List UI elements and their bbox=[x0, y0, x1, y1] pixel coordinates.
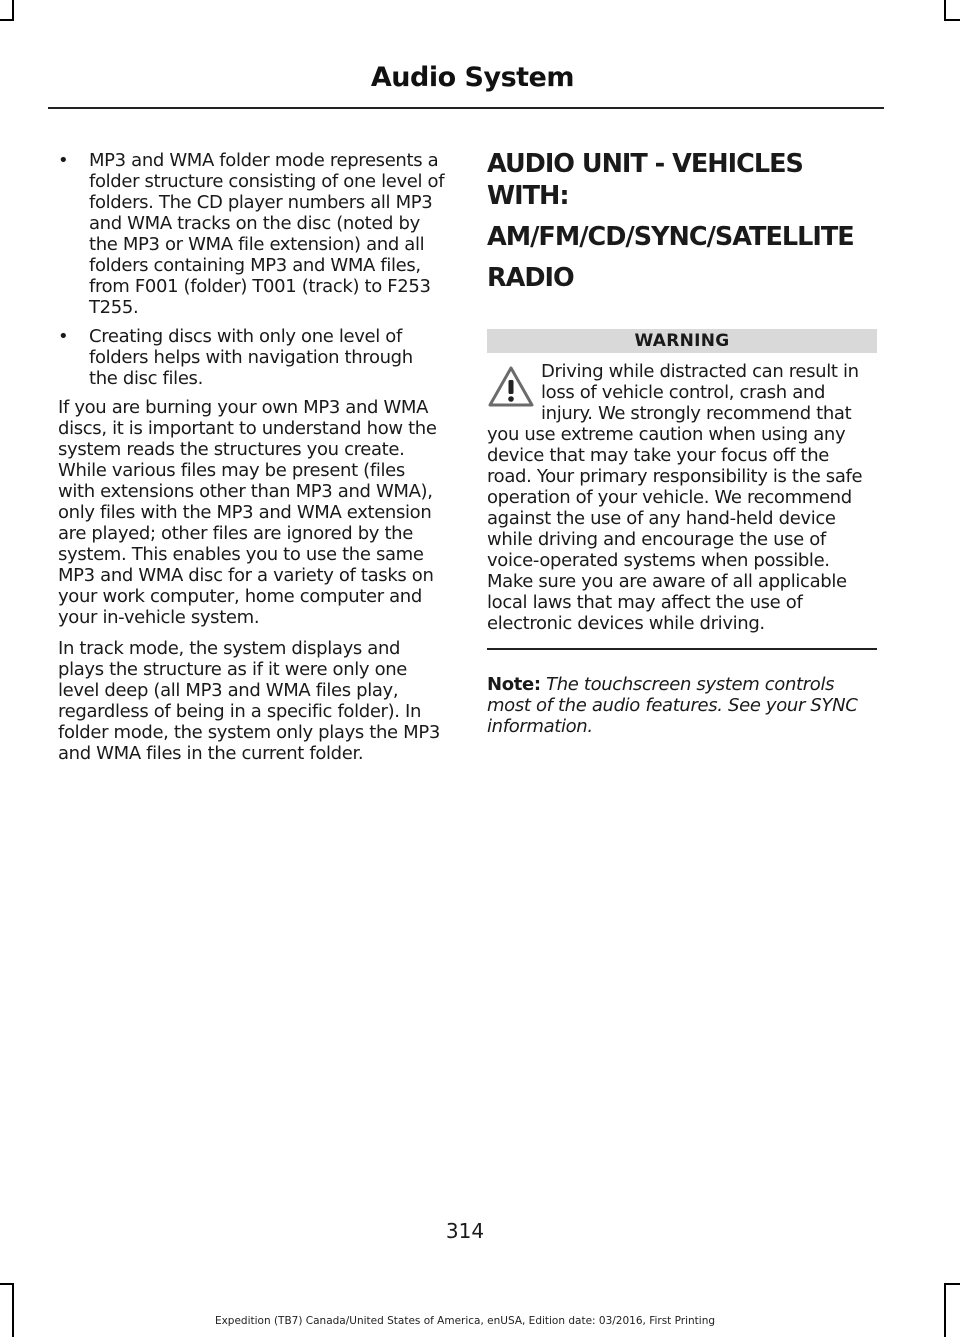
page-header-title: Audio System bbox=[370, 62, 574, 93]
bullet-item bbox=[58, 326, 446, 389]
left-column bbox=[58, 150, 446, 774]
header-rule bbox=[48, 107, 884, 109]
crop-mark-top-right-h bbox=[944, 19, 960, 21]
section-heading bbox=[487, 148, 877, 294]
page-number: 314 bbox=[445, 1219, 485, 1243]
right-column bbox=[487, 148, 877, 755]
bullet-dot-icon: • bbox=[58, 326, 69, 347]
crop-mark-top-right bbox=[944, 0, 946, 20]
heading-line: AUDIO UNIT - VEHICLES WITH: bbox=[487, 149, 803, 211]
crop-mark-bottom-left-h bbox=[0, 1283, 14, 1285]
crop-mark-bottom-right bbox=[944, 1283, 946, 1337]
crop-mark-bottom-right-h bbox=[944, 1283, 960, 1285]
warning-rule bbox=[487, 648, 877, 650]
paragraph: In track mode, the system displays and plays the structure as if it were only one level deep (all MP3 and WMA files play, regardless of being in a specific folder). In folder mode, the system only plays the MP3 and WMA files in the current folder. bbox=[58, 638, 440, 764]
warning-triangle-icon bbox=[487, 365, 535, 409]
paragraph: If you are burning your own MP3 and WMA discs, it is important to understand how the system reads the structures you create. While various files may be present (files with extensions other than MP3 and WMA), only files with the MP3 and WMA extension are played; other files are ignored by the system. This enables you to use the same MP3 and WMA disc for a variety of tasks on your work computer, home computer and your in-vehicle system. bbox=[58, 397, 437, 628]
bullet-text: MP3 and WMA folder mode represents a folder structure consisting of one level of folders. The CD player numbers all MP3 and WMA tracks on the disc (noted by the MP3 or WMA file extension) and all folders containing MP3 and WMA files, from F001 (folder) T001 (track) to F253 T255. bbox=[89, 150, 445, 318]
crop-mark-top-left-h bbox=[0, 19, 14, 21]
warning-box bbox=[487, 361, 877, 650]
note-label: Note: bbox=[487, 674, 541, 695]
footer-text: Expedition (TB7) Canada/United States of America, enUSA, Edition date: 03/2016, First Printing bbox=[214, 1315, 716, 1327]
warning-label: WARNING bbox=[487, 329, 877, 353]
crop-mark-bottom-left bbox=[12, 1283, 14, 1337]
heading-line: AM/FM/CD/SYNC/SATELLITE bbox=[487, 222, 854, 252]
crop-mark-top-left bbox=[12, 0, 14, 20]
bullet-item bbox=[58, 150, 446, 318]
bullet-text: Creating discs with only one level of folders helps with navigation through the disc files. bbox=[89, 326, 413, 389]
bullet-dot-icon: • bbox=[58, 150, 69, 171]
heading-line: RADIO bbox=[487, 263, 574, 293]
note-text: The touchscreen system controls most of the audio features. See your SYNC information. bbox=[487, 674, 858, 737]
warning-text: Driving while distracted can result in loss of vehicle control, crash and injury. We strongly recommend that you use extreme caution when using any device that may take your focus off the road. Your primary responsibility is the safe operation of your vehicle. We recommend against the use of any hand-held device while driving and encourage the use of voice-operated systems when possible. Make sure you are aware of all applicable local laws that may affect the use of electronic devices while driving. bbox=[487, 361, 863, 634]
note bbox=[487, 674, 877, 737]
